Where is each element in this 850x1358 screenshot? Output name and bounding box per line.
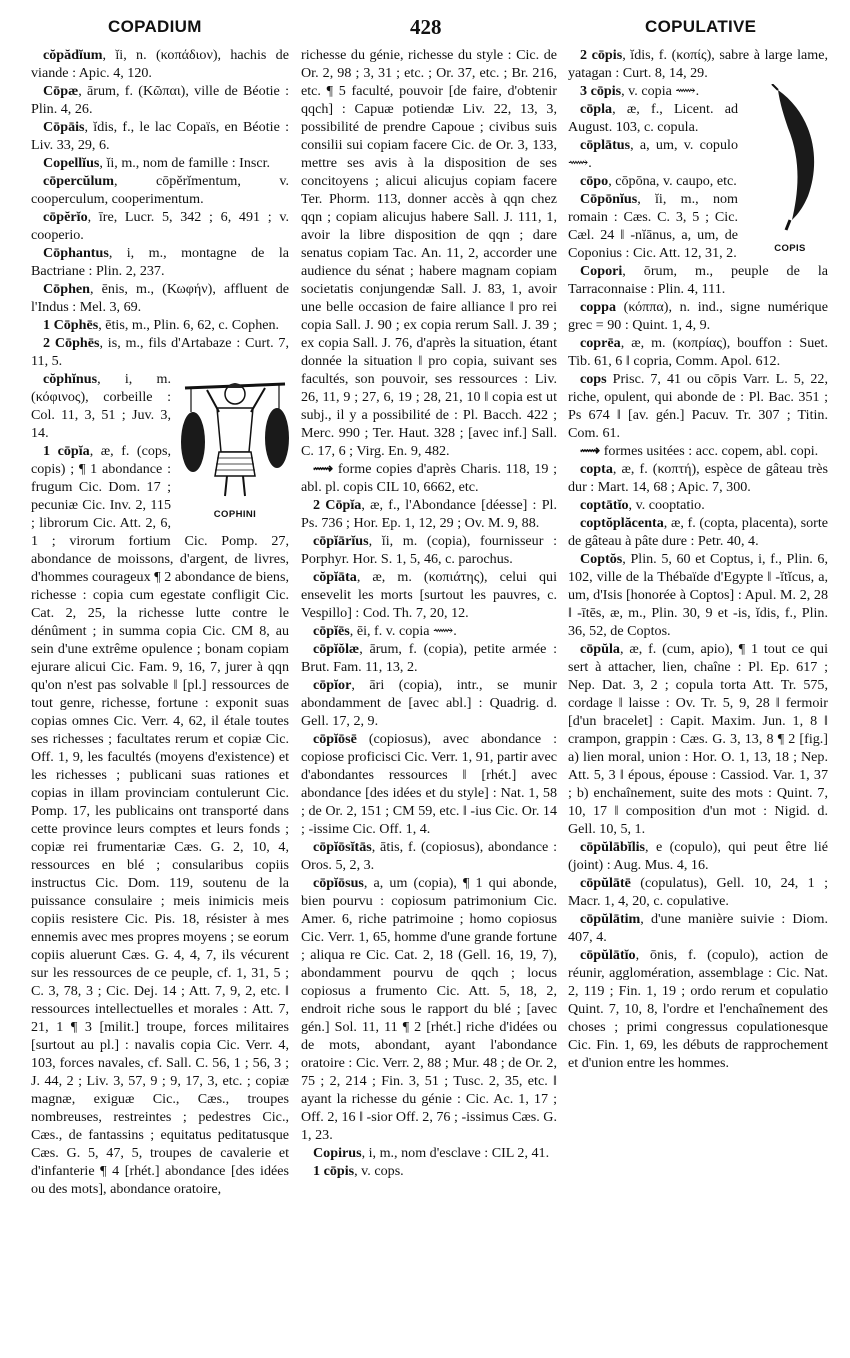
dictionary-entry: cōpĭōsus, a, um (copia), ¶ 1 qui abonde, bien pourvu : copiosum patrimonium Cic. Amer. 6, riche patrimoine ; homo copiosus Cic. Verr. 1, 65, homme d'une grande fortune ; aliqua re Cic. Cat. 2, 18 (Gell. 16, 19, 7), abondamment pourvu de qqch ; locus copiosus a frumento Cic. Att. 5, 18, 2, endroit riche sous le rapport du blé ; [avec gén.] Sol. 11, 11 ¶ 2 [rhét.] riche d'idées ou de mots, abondant, ayant l'abondance oratoire : Cic. Verr. 2, 88 ; Mur. 48 ; de Or. 2, 75 ; 2, 214 ; Fin. 3, 51 ; Tusc. 2, 35, etc. ‖ ayant la richesse du génie : Cic. Ac. 1, 17 ; Off. 2, 16 ‖ -sior Off. 2, 76 ; -issimus Cæs. G. 1, 23. [301, 875, 557, 1143]
dictionary-entry: cōpo, cōpōna, v. caupo, etc. [580, 173, 737, 189]
headword: 2 Cōphēs [43, 335, 100, 351]
dictionary-entry: coptātĭo, v. cooptatio. [580, 497, 705, 513]
dictionary-entry: cōpŭla, æ, f. (cum, apio), ¶ 1 tout ce qui sert à attacher, lien, chaîne : Pl. Ep. 617 ; Nep. Dat. 3, 2 ; copula torta Att. Tr. 575, cordage ‖ laisse : Ov. Tr. 5, 9, 28 ‖ fermoir [d'un bracelet] : Capit. Maxim. Jun. 1, 8 ‖ crampon, grappin : Cæs. G. 3, 13, 8 ¶ 2 [fig.] a) lien moral, union : Hor. O. 1, 13, 18 ; Nep. Att. 5, 3 ‖ épous, épouse : Cassiod. Var. 1, 37 ; b) enchaînement, suite des mots : Quint. 7, 10, 17 ‖ composition d'un mot : Nigid. d. Gell. 10, 5, 1. [568, 641, 828, 837]
dictionary-entry: cŏpĭāta, æ, m. (κοπιάτης), celui qui ensevelit les morts [surtout les pauvres, c. Vespillo] : Cod. Th. 7, 20, 12. [301, 569, 557, 621]
column-2 [301, 46, 557, 1348]
cophini-figure-icon [179, 372, 289, 500]
dictionary-entry-continued: richesse du génie, richesse du style : Cic. de Or. 2, 98 ; 3, 31 ; etc. ; Or. 37, etc. ; Br. 216, etc. ¶ 5 faculté, pouvoir [de faire, d'obtenir qqch] : Capuæ potiendæ Liv. 22, 13, 3, possibilité de prendre Capoue ; civibus suis consilii sui copiam facere Cic. de Or. 3, 133, mettre ses avis à la disposition de ses concitoyens ; alicui alicujus copiam facere Ter. Phorm. 113, donner accès à qqn chez qqn ; copiam alicujus habere Sall. J. 111, 1, avoir la libre disposition de qqn ; dare senatus copiam Tac. An. 11, 2, accorder une audience du sénat ; habere magnam copiam societatis conjungendæ Sall. J. 83, 1, avoir une belle occasion de faire alliance ‖ pro rei copia Sall. J. 90 ; ex copia rerum Sall. J. 39 ; ex copia Sall. J. 76, d'après la situation, étant donnée la situation ‖ pro copia, suivant ses facultés, son pouvoir, ses ressources : Liv. 26, 11, 9 ; 27, 6, 19 ; 28, 21, 10 ‖ copia est ut subj., il y a possibilité de : Pl. Bacch. 422 ; Merc. 990 ; Ter. Haut. 328 ; [avec inf.] Sall. C. 17, 6 ; Virg. En. 9, 482. [301, 47, 557, 459]
headword: 3 cōpis [580, 83, 622, 99]
page-header [0, 8, 850, 44]
dictionary-entry: Cōpāis, ĭdis, f., le lac Copaïs, en Béotie : Liv. 33, 29, 6. [31, 119, 289, 153]
headword: cōpĭēs [313, 623, 350, 639]
dictionary-entry: 2 cōpis, ĭdis, f. (κοπίς), sabre à large lame, yatagan : Curt. 8, 14, 29. [568, 47, 828, 81]
figure-caption: COPHINI [213, 509, 257, 520]
dictionary-entry: Copellĭus, ĭi, m., nom de famille : Inscr. [43, 155, 271, 171]
headword: 2 cōpis [580, 47, 623, 63]
dictionary-entry: cōpŭlātē (copulatus), Gell. 10, 24, 1 ; Macr. 1, 4, 20, c. copulative. [568, 875, 828, 909]
page-number: 428 [410, 15, 442, 39]
headword: Coptŏs [580, 551, 623, 567]
dictionary-entry: cōplātus, a, um, v. copulo ⟿. [568, 137, 738, 171]
dictionary-entry: ⟿ forme copies d'après Charis. 118, 19 ; abl. pl. copis CIL 10, 6662, etc. [301, 461, 557, 495]
headword: Copori [580, 263, 623, 279]
dictionary-entry: Copirus, i, m., nom d'esclave : CIL 2, 41. [313, 1145, 550, 1161]
headword: cōpŭlābĭlis [580, 839, 646, 855]
headword: cōpŭlātim [580, 911, 641, 927]
column-1 [31, 46, 289, 1348]
dictionary-entry: Cōphantus, i, m., montagne de la Bactriane : Plin. 2, 237. [31, 245, 289, 279]
dictionary-entry: 1 cōpĭa, æ, f. (cops, copis) ; ¶ 1 abondance : frugum Cic. Dom. 17 ; pecuniæ Cic. Inv. 2, 115 ; librorum Cic. Att. 2, 6, 1 ; virorum fortium Cic. Pomp. 27, abondance de moissons, d'argent, de livres, d'hommes courageux ¶ 2 abondance de biens, richesse : copia cum egestate confligit Cic. Cat. 2, 25, la richesse lutte contre le dénûment ; in summa copia Cic. CM 8, au sein d'une extrême opulence ; bonam copiam ejurare alicui Cic. Fam. 9, 16, 7, jurer à qqn qu'on n'est pas solvable ‖ [pl.] ressources de tout genre, richesse, fortune : exponit suas copias omnes Cic. Verr. 4, 62, il étale toutes ses richesses ; facultates rerum et copiæ Cic. Off. 1, 9, les facultés (moyens d'existence) et les richesses ; publicani suas rationes et copias in illam provinciam contulerunt Cic. Pomp. 17, les publicains ont transporté dans cette province leurs comptes et leurs fonds ; copiæ rei frumentariæ Cæs. G. 2, 10, 4, ressources en blé ; consularibus copiis instructus Cic. Dom. 119, soutenu de la puissance consulaire ; meis inimicis meis copiis resistere Cic. Pis. 18, résister à mes ennemis avec mes propres moyens ; se eorum copiis aluerunt Cæs. G. 4, 4, 7, ils vécurent sur les ressources de ce peuple, cf. 1, 31, 5 ; C. 3, 78, 3 ; Cic. Dej. 14 ; Att. 7, 9, 2, etc. ‖ ressources intellectuelles et morales : Att. 7, 21, 1 ¶ 3 [milit.] troupe, forces militaires [surtout au pl.] : navalis copia Cic. Verr. 4, 103, forces navales, cf. Sall. C. 56, 1 ; 56, 3 ; J. 44, 2 ; Liv. 3, 57, 9 ; 9, 17, 3, etc. ; copiæ magnæ, exiguæ Cic., Cæs., troupes nombreuses, restreintes ; pedestres Cic., Cæs., de fantassins ; equitatus peditatusque Cæs. G. 5, 47, 5, troupes de cavalerie et d'infanterie ¶ 4 [rhét.] abondance [des idées ou des mots], abondance oratoire, [31, 443, 289, 1197]
dictionary-entry: cōpŭlābĭlis, e (copulo), qui peut être lié (joint) : Aug. Mus. 4, 16. [568, 839, 828, 873]
headword: cōpĭārĭus [313, 533, 369, 549]
headword: 1 cōpis [313, 1163, 355, 1179]
dictionary-entry: 1 cōpis, v. cops. [313, 1163, 404, 1179]
dictionary-entry: cops Prisc. 7, 41 ou cōpis Varr. L. 5, 22, riche, opulent, qui abonde de : Pl. Bac. 351 ; Ps 674 ‖ [av. gén.] Pacuv. Tr. 307 ; Titin. Com. 61. [568, 371, 828, 441]
headword: cŏpădĭum [43, 47, 103, 63]
headword: Cōpāis [43, 119, 85, 135]
headword: cōpla [580, 101, 613, 117]
headword: Copirus [313, 1145, 362, 1161]
figure-caption: COPIS [774, 243, 806, 254]
headword: Copellĭus [43, 155, 100, 171]
headword: cōpĭōsĭtās [313, 839, 372, 855]
headword: copta [580, 461, 613, 477]
dictionary-entry: cōpercŭlum, cōpĕrĭmentum, v. cooperculum, cooperimentum. [31, 173, 289, 207]
headword: cōpĕrĭo [43, 209, 88, 225]
headword: coptŏplăcenta [580, 515, 664, 531]
headword: cōpĭŏlæ [313, 641, 360, 657]
dictionary-entry: ⟿ formes usitées : acc. copem, abl. copi. [580, 443, 819, 459]
dictionary-entry: 1 Cōphēs, ētis, m., Plin. 6, 62, c. Cophen. [43, 317, 280, 333]
headword: cōpŭlātĭo [580, 947, 636, 963]
dictionary-entry: coppa (κόππα), n. ind., signe numérique grec = 90 : Quint. 1, 4, 9. [568, 299, 828, 333]
dictionary-entry: Copori, ōrum, m., peuple de la Tarraconnaise : Plin. 4, 111. [568, 263, 828, 297]
running-head-right: COPULATIVE [645, 17, 757, 36]
headword: cŏpĭāta [313, 569, 357, 585]
dictionary-entry: 2 Cōpĭa, æ, f., l'Abondance [déesse] : Pl. Ps. 736 ; Hor. Ep. 1, 12, 29 ; Ov. M. 9, 88. [301, 497, 557, 531]
headword: cōpĭōsē [313, 731, 357, 747]
dictionary-entry: coptŏplăcenta, æ, f. (copta, placenta), sorte de gâteau à pâte dure : Petr. 40, 4. [568, 515, 828, 549]
copis-illustration [744, 84, 828, 258]
headword: 1 cōpĭa [43, 443, 90, 459]
dictionary-entry: cōpŭlātĭo, ōnis, f. (copulo), action de réunir, agglomération, assemblage : Cic. Nat. 2, 119 ; Fin. 1, 19 ; ordo rerum et copulatio Quint. 7, 10, 8, l'ordre et l'enchaînement des choses ; primi congressus copulationesque Cic. Fin. 1, 69, les débuts de rapprochement et d'union entre les hommes. [568, 947, 828, 1071]
dictionary-entry: 3 cōpis, v. copia ⟿. [580, 83, 700, 99]
headword: coprēa [580, 335, 621, 351]
dictionary-entry: 2 Cōphēs, is, m., fils d'Artabaze : Curt. 7, 11, 5. [31, 335, 289, 369]
dictionary-entry: copta, æ, f. (κοπτή), espèce de gâteau très dur : Mart. 14, 68 ; Apic. 7, 300. [568, 461, 828, 495]
dictionary-entry: Cōphen, ēnis, m., (Κωφήν), affluent de l'Indus : Mel. 3, 69. [31, 281, 289, 315]
dictionary-entry: cōpĕrĭo, īre, Lucr. 5, 342 ; 6, 491 ; v. cooperio. [31, 209, 289, 243]
dictionary-entry: cŏphĭnus, i, m. (κόφινος), corbeille : Col. 11, 3, 51 ; Juv. 3, 14. [31, 371, 171, 441]
dictionary-entry: Cōpæ, ārum, f. (Κῶπαι), ville de Béotie : Plin. 4, 26. [31, 83, 289, 117]
headword: Cōphantus [43, 245, 109, 261]
headword: coppa [580, 299, 617, 315]
copis-sword-icon [748, 84, 828, 234]
headword: 2 Cōpĭa [313, 497, 362, 513]
headword: cōpĭor [313, 677, 352, 693]
headword: cŏphĭnus [43, 371, 98, 387]
dictionary-entry: Cōpōnĭus, ĭi, m., nom romain : Cæs. C. 3, 5 ; Cic. Cæl. 24 ‖ -nĭānus, a, um, de Coponius : Cic. Att. 12, 31, 2. [568, 191, 738, 261]
dictionary-entry: cōpĭōsĭtās, ātis, f. (copiosus), abondance : Oros. 5, 2, 3. [301, 839, 557, 873]
headword: coptātĭo [580, 497, 629, 513]
running-head-left: COPADIUM [108, 17, 202, 36]
dictionary-entry: cōpŭlātim, d'une manière suivie : Diom. 407, 4. [568, 911, 828, 945]
headword: ⟿ [313, 461, 334, 477]
headword: Cōphen [43, 281, 90, 297]
dictionary-entry: cōpĭārĭus, ĭi, m. (copia), fournisseur : Porphyr. Hor. S. 1, 5, 46, c. parochus. [301, 533, 557, 567]
dictionary-entry: coprēa, æ, m. (κοπρίας), bouffon : Suet. Tib. 61, 6 ‖ copria, Comm. Apol. 612. [568, 335, 828, 369]
dictionary-entry: cōpla, æ, f., Licent. ad August. 103, c. copula. [568, 101, 738, 135]
headword: 1 Cōphēs [43, 317, 99, 333]
headword: Cōpōnĭus [580, 191, 638, 207]
headword: cōpĭōsus [313, 875, 364, 891]
headword: ⟿ [580, 443, 601, 459]
headword: cōplātus [580, 137, 631, 153]
dictionary-entry: cōpĭēs, ēi, f. v. copia ⟿. [313, 623, 457, 639]
dictionary-entry: cōpĭor, āri (copia), intr., se munir abondamment de [avec abl.] : Quadrig. d. Gell. 17, 2, 9. [301, 677, 557, 729]
dictionary-entry: cŏpădĭum, ĭi, n. (κοπάδιον), hachis de viande : Apic. 4, 120. [31, 47, 289, 81]
headword: Cōpæ [43, 83, 79, 99]
dictionary-entry: Coptŏs, Plin. 5, 60 et Coptus, i, f., Plin. 6, 102, ville de la Thébaïde d'Egypte ‖ -ĭtĭcus, a, um, d'Isis [honorée à Coptos] : Apul. M. 2, 28 ‖ -ītēs, æ, m., Plin. 30, 9 et -is, ĭdis, f., Plin. 36, 52, de Coptos. [568, 551, 828, 639]
headword: cōpo [580, 173, 609, 189]
dictionary-entry: cōpĭŏlæ, ārum, f. (copia), petite armée : Brut. Fam. 11, 13, 2. [301, 641, 557, 675]
cophini-illustration [177, 372, 289, 524]
column-3 [568, 46, 828, 1348]
headword: cōpŭla [580, 641, 620, 657]
headword: cōpercŭlum [43, 173, 114, 189]
dictionary-entry: cōpĭōsē (copiosus), avec abondance : copiose proficisci Cic. Verr. 1, 91, partir avec d'abondantes ressources ‖ [rhét.] avec abondance [des idées et du style] : Nat. 1, 58 ; de Or. 2, 151 ; CM 59, etc. ‖ -ius Cic. Or. 14 ; -issime Cic. Off. 1, 4. [301, 731, 557, 837]
headword: cops [580, 371, 607, 387]
headword: cōpŭlātē [580, 875, 631, 891]
